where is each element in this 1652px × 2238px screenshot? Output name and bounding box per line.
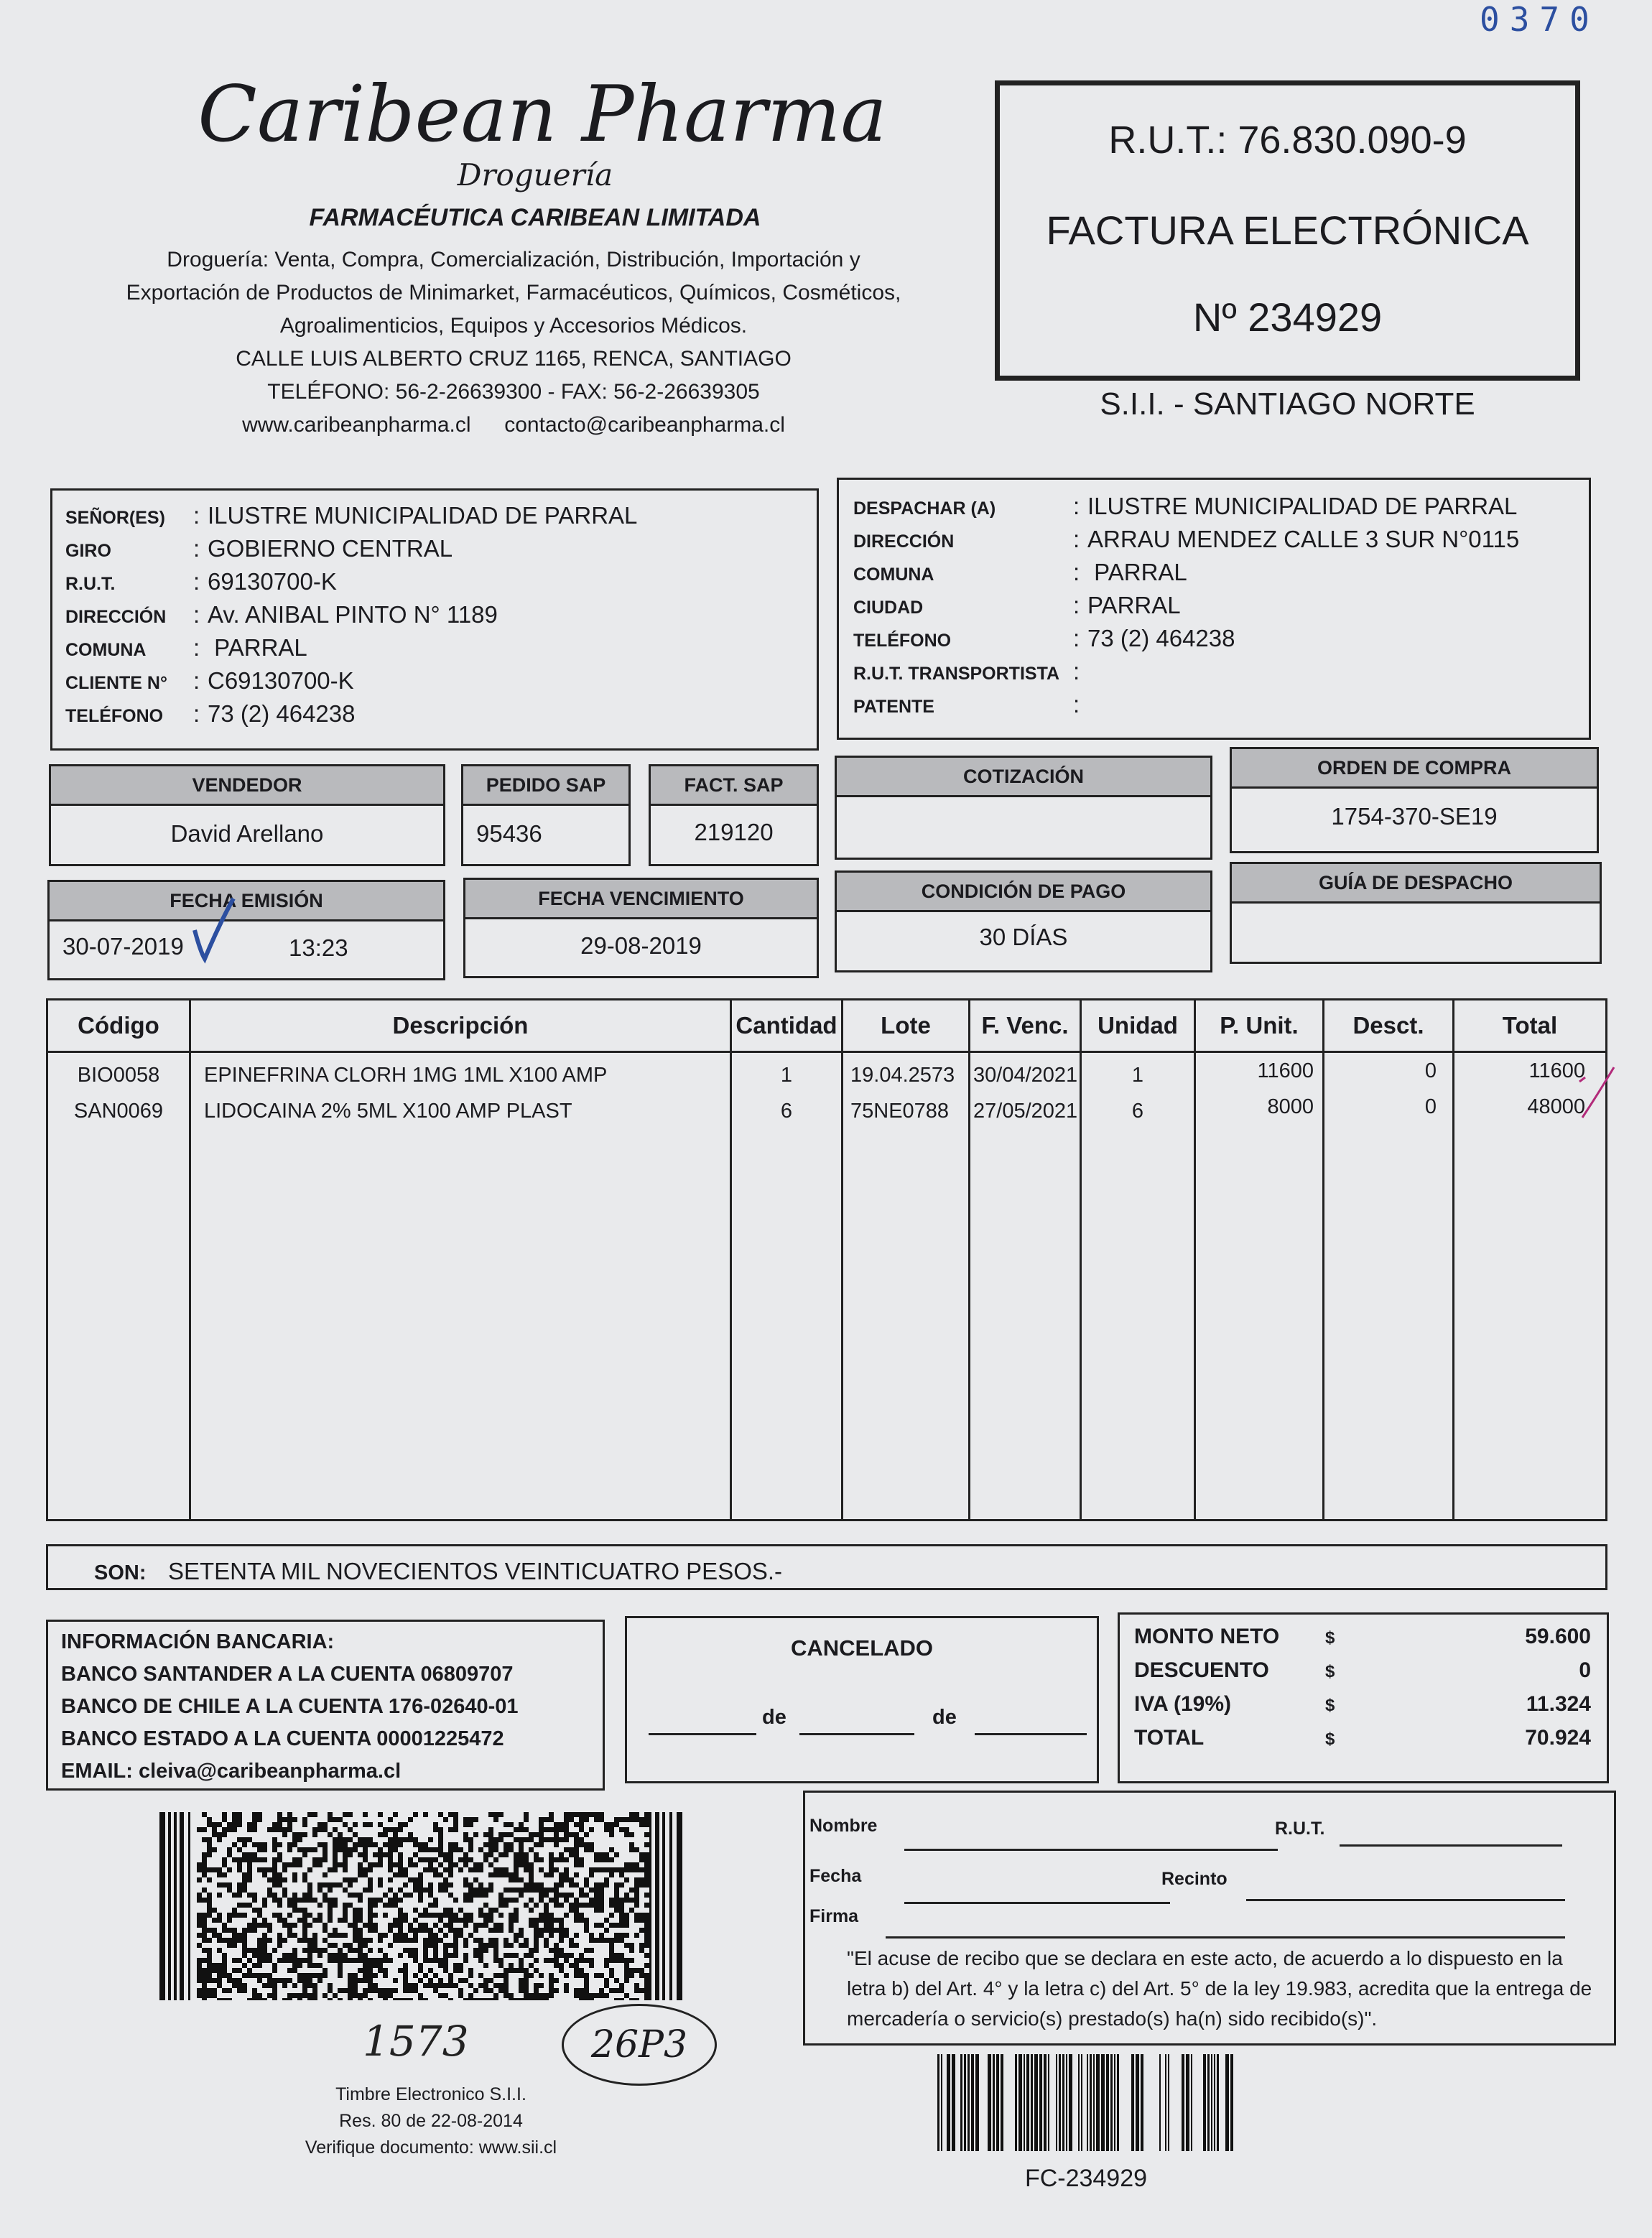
fecha-emision-box (47, 880, 445, 980)
col-codigo: Código (48, 1000, 190, 1052)
receipt-rut-label: R.U.T. (1275, 1819, 1325, 1839)
dispatch-field-label: DESPACHAR (A) (853, 498, 996, 519)
lote-cell (843, 1052, 970, 1520)
timbre-line: Res. 80 de 22-08-2014 (339, 2111, 523, 2131)
table-row-desct: 0 (1424, 1059, 1437, 1082)
client-field-label: R.U.T. (65, 574, 116, 594)
table-row-cantidad: 1 (780, 1064, 793, 1087)
items-body (48, 1052, 1605, 1520)
col-desct: Desct. (1324, 1000, 1454, 1052)
tick-marks-icon (1575, 1053, 1618, 1132)
timbre-text (287, 2081, 575, 2161)
totals-box (1118, 1612, 1609, 1783)
client-field-sep: : (193, 700, 200, 727)
totals-label: MONTO NETO (1134, 1625, 1280, 1648)
condicion-pago-value: 30 DÍAS (979, 924, 1068, 950)
fact-sap-box (649, 764, 819, 866)
condicion-pago-box (835, 870, 1212, 972)
receipt-recinto-label: Recinto (1161, 1869, 1228, 1889)
client-field-value: C69130700-K (208, 667, 354, 694)
dispatch-row (853, 559, 1589, 592)
client-row (65, 634, 817, 667)
col-unidad: Unidad (1081, 1000, 1195, 1052)
col-lote: Lote (843, 1000, 970, 1052)
col-total: Total (1454, 1000, 1606, 1052)
bank-info-box (46, 1620, 605, 1791)
totals-value: 70.924 (1525, 1726, 1591, 1750)
bank-account-line: BANCO DE CHILE A LA CUENTA 176-02640-01 (61, 1695, 519, 1718)
totals-currency: $ (1325, 1696, 1335, 1715)
amount-in-words-value: SETENTA MIL NOVECIENTOS VEINTICUATRO PESOS.- (167, 1558, 783, 1584)
client-field-label: SEÑOR(ES) (65, 508, 165, 528)
company-desc-line: Exportación de Productos de Minimarket, Farmacéuticos, Químicos, Cosméticos, (126, 281, 901, 305)
table-row-punit: 8000 (1267, 1095, 1314, 1118)
dispatch-row (853, 592, 1589, 625)
bank-email-row (61, 1755, 603, 1788)
pedido-sap-label: PEDIDO SAP (463, 766, 628, 806)
table-row-descripcion: LIDOCAINA 2% 5ML X100 AMP PLAST (204, 1100, 572, 1123)
client-field-sep: : (193, 634, 200, 661)
client-row (65, 601, 817, 634)
client-field-sep: : (193, 535, 200, 562)
company-desc-line: Agroalimenticios, Equipos y Accesorios Médicos. (279, 314, 748, 338)
guia-despacho-box (1230, 862, 1602, 964)
client-row (65, 568, 817, 601)
client-field-label: GIRO (65, 541, 111, 561)
cancelado-box (625, 1616, 1099, 1783)
totals-row (1134, 1658, 1591, 1692)
document-number: Nº 234929 (1192, 294, 1383, 340)
handwritten-note-1: 1573 (363, 2017, 469, 2066)
table-row-codigo: BIO0058 (77, 1064, 160, 1087)
client-field-label: COMUNA (65, 640, 147, 660)
client-field-value: ILUSTRE MUNICIPALIDAD DE PARRAL (208, 502, 638, 529)
fecha-vencimiento-box (463, 878, 819, 978)
dispatch-row (853, 691, 1589, 724)
items-header-row (48, 1000, 1605, 1052)
totals-currency: $ (1325, 1729, 1335, 1749)
fecha-emision-date: 30-07-2019 (62, 933, 184, 960)
table-row-lote: 75NE0788 (850, 1100, 950, 1123)
receipt-fecha-label: Fecha (809, 1866, 862, 1886)
company-email-link[interactable]: contacto@caribeanpharma.cl (504, 413, 785, 437)
dispatch-row (853, 493, 1589, 526)
cancelado-title: CANCELADO (790, 1635, 934, 1661)
dispatch-field-label: R.U.T. TRANSPORTISTA (853, 664, 1060, 684)
client-field-sep: : (193, 667, 200, 694)
unidad-cell (1081, 1052, 1195, 1520)
vendedor-label: VENDEDOR (51, 766, 443, 806)
cancelado-de-1: de (762, 1706, 786, 1729)
cantidad-cell (731, 1052, 843, 1520)
company-desc-line: Droguería: Venta, Compra, Comercialización, Distribución, Importación y (167, 248, 860, 271)
client-field-value: 73 (2) 464238 (208, 700, 356, 727)
bank-account-line: BANCO SANTANDER A LA CUENTA 06809707 (61, 1663, 514, 1686)
desct-cell (1324, 1052, 1454, 1520)
table-row-venc: 27/05/2021 (973, 1100, 1078, 1123)
fecha-emision-time: 13:23 (289, 934, 348, 961)
table-row-cantidad: 6 (780, 1100, 793, 1123)
table-row-lote: 19.04.2573 (850, 1064, 955, 1087)
totals-row (1134, 1726, 1591, 1760)
table-row-total: 11600 (1528, 1059, 1585, 1082)
company-logo: Caribean Pharma (198, 70, 887, 159)
dispatch-field-value: 73 (2) 464238 (1087, 625, 1235, 651)
receipt-nombre-label: Nombre (809, 1816, 878, 1836)
totals-label: IVA (19%) (1134, 1692, 1232, 1716)
table-row-unidad: 6 (1131, 1100, 1144, 1123)
company-logo-sub: Droguería (457, 157, 613, 192)
guia-despacho-label: GUÍA DE DESPACHO (1232, 864, 1600, 904)
table-row-unidad: 1 (1131, 1064, 1144, 1087)
company-web-link[interactable]: www.caribeanpharma.cl (242, 413, 471, 437)
venc-cell (970, 1052, 1081, 1520)
orden-compra-value: 1754-370-SE19 (1331, 803, 1498, 830)
vendedor-box (49, 764, 445, 866)
cotizacion-label: COTIZACIÓN (837, 758, 1210, 797)
client-field-value: GOBIERNO CENTRAL (208, 535, 453, 562)
sii-office: S.I.I. - SANTIAGO NORTE (1100, 386, 1475, 422)
client-field-sep: : (193, 601, 200, 628)
bank-email-label: EMAIL: (61, 1760, 133, 1783)
dispatch-field-label: CIUDAD (853, 598, 924, 618)
client-field-sep: : (193, 568, 200, 595)
dispatch-field-sep: : (1073, 625, 1080, 651)
items-table (46, 998, 1607, 1521)
table-row-punit: 11600 (1257, 1059, 1314, 1082)
fecha-vencimiento-value: 29-08-2019 (580, 932, 702, 959)
codigo-cell (48, 1052, 190, 1520)
fecha-emision-label: FECHA EMISIÓN (50, 882, 443, 921)
dispatch-field-value: ARRAU MENDEZ CALLE 3 SUR N°0115 (1087, 526, 1520, 552)
company-header (57, 72, 970, 442)
handwritten-note-2-circled: 26P3 (562, 2004, 717, 2086)
checkmark-icon (190, 896, 241, 967)
client-field-sep: : (193, 502, 200, 529)
totals-label: TOTAL (1134, 1726, 1205, 1750)
table-row-total: 48000 (1527, 1095, 1585, 1118)
dispatch-field-value: PARRAL (1087, 592, 1181, 618)
bank-info-title: INFORMACIÓN BANCARIA: (61, 1630, 335, 1653)
dispatch-row (853, 526, 1589, 559)
dispatch-field-label: TELÉFONO (853, 631, 952, 651)
company-legal-name: FARMACÉUTICA CARIBEAN LIMITADA (309, 204, 761, 231)
receipt-legal-text: "El acuse de recibo que se declara en este acto, de acuerdo a lo dispuesto en la letra b) del Art. 4° y la letra c) del Art. 5° de la ley 19.983, acredita que la entrega de mercadería o servicio(s) prestado(s) ha(n) sido recibido(s)". (847, 1947, 1592, 2030)
descripcion-cell (190, 1052, 731, 1520)
table-row-venc: 30/04/2021 (973, 1064, 1078, 1087)
dispatch-field-sep: : (1073, 493, 1080, 519)
dispatch-field-value: PARRAL (1087, 559, 1187, 585)
totals-row (1134, 1625, 1591, 1658)
table-row-codigo: SAN0069 (73, 1100, 164, 1123)
table-row-desct: 0 (1424, 1095, 1437, 1118)
dispatch-field-value: ILUSTRE MUNICIPALIDAD DE PARRAL (1087, 493, 1518, 519)
dispatch-field-sep: : (1073, 526, 1080, 552)
client-field-label: CLIENTE N° (65, 673, 167, 693)
client-field-label: TELÉFONO (65, 706, 164, 726)
fecha-vencimiento-label: FECHA VENCIMIENTO (465, 880, 817, 919)
amount-in-words-label: SON: (94, 1561, 147, 1584)
dispatch-row (853, 625, 1589, 658)
company-address: CALLE LUIS ALBERTO CRUZ 1165, RENCA, SANTIAGO (236, 347, 792, 371)
document-type: FACTURA ELECTRÓNICA (1046, 208, 1529, 253)
dispatch-field-sep: : (1073, 559, 1080, 585)
pedido-sap-value: 95436 (476, 820, 542, 847)
vendedor-value: David Arellano (170, 820, 324, 847)
totals-value: 11.324 (1526, 1692, 1591, 1716)
col-punit: P. Unit. (1195, 1000, 1324, 1052)
dispatch-box (837, 478, 1591, 740)
totals-currency: $ (1325, 1628, 1335, 1648)
totals-row (1134, 1692, 1591, 1726)
col-descripcion: Descripción (190, 1000, 731, 1052)
table-row-descripcion: EPINEFRINA CLORH 1MG 1ML X100 AMP (204, 1064, 608, 1087)
company-phones: TELÉFONO: 56-2-26639300 - FAX: 56-2-26639305 (267, 380, 760, 404)
receipt-firma-label: Firma (809, 1906, 859, 1926)
dispatch-field-sep: : (1073, 658, 1080, 684)
client-row (65, 502, 817, 535)
client-field-value: PARRAL (208, 634, 307, 661)
timbre-line: Timbre Electronico S.I.I. (335, 2084, 526, 2104)
client-field-value: 69130700-K (208, 568, 337, 595)
orden-compra-label: ORDEN DE COMPRA (1232, 749, 1597, 789)
dispatch-field-label: DIRECCIÓN (853, 531, 955, 552)
dispatch-field-label: COMUNA (853, 565, 934, 585)
document-type-box (995, 80, 1580, 381)
company-contacts (57, 409, 970, 442)
totals-currency: $ (1325, 1662, 1335, 1681)
bank-email-link[interactable]: cleiva@caribeanpharma.cl (138, 1760, 402, 1783)
company-description (57, 243, 970, 442)
client-row (65, 535, 817, 568)
fact-sap-label: FACT. SAP (651, 766, 817, 806)
cotizacion-box (835, 756, 1212, 860)
orden-compra-box (1230, 747, 1599, 853)
dispatch-field-label: PATENTE (853, 697, 934, 717)
fact-sap-value: 219120 (694, 819, 774, 845)
receipt-box (803, 1791, 1616, 2046)
handwritten-page-number: 0370 (1480, 0, 1600, 39)
cancelado-de-2: de (932, 1706, 957, 1729)
totals-value: 0 (1579, 1658, 1591, 1682)
client-row (65, 700, 817, 733)
totals-label: DESCUENTO (1134, 1658, 1269, 1682)
total-cell (1454, 1052, 1606, 1520)
condicion-pago-label: CONDICIÓN DE PAGO (837, 873, 1210, 912)
timbre-pdf417-barcode (159, 1812, 685, 2000)
col-venc: F. Venc. (970, 1000, 1081, 1052)
client-row (65, 667, 817, 700)
dispatch-field-sep: : (1073, 592, 1080, 618)
barcode-text: FC-234929 (1024, 2165, 1148, 2192)
amount-in-words-box (46, 1544, 1607, 1590)
client-field-label: DIRECCIÓN (65, 607, 167, 627)
col-cantidad: Cantidad (731, 1000, 843, 1052)
issuer-rut: R.U.T.: 76.830.090-9 (1108, 119, 1467, 162)
totals-value: 59.600 (1525, 1625, 1591, 1648)
dispatch-row (853, 658, 1589, 691)
client-box (50, 488, 819, 751)
bank-account-line: BANCO ESTADO A LA CUENTA 00001225472 (61, 1727, 504, 1750)
dispatch-field-sep: : (1073, 691, 1080, 718)
pedido-sap-box (461, 764, 631, 866)
client-field-value: Av. ANIBAL PINTO N° 1189 (208, 601, 498, 628)
punit-cell (1195, 1052, 1324, 1520)
timbre-verify-link[interactable]: Verifique documento: www.sii.cl (305, 2137, 557, 2158)
